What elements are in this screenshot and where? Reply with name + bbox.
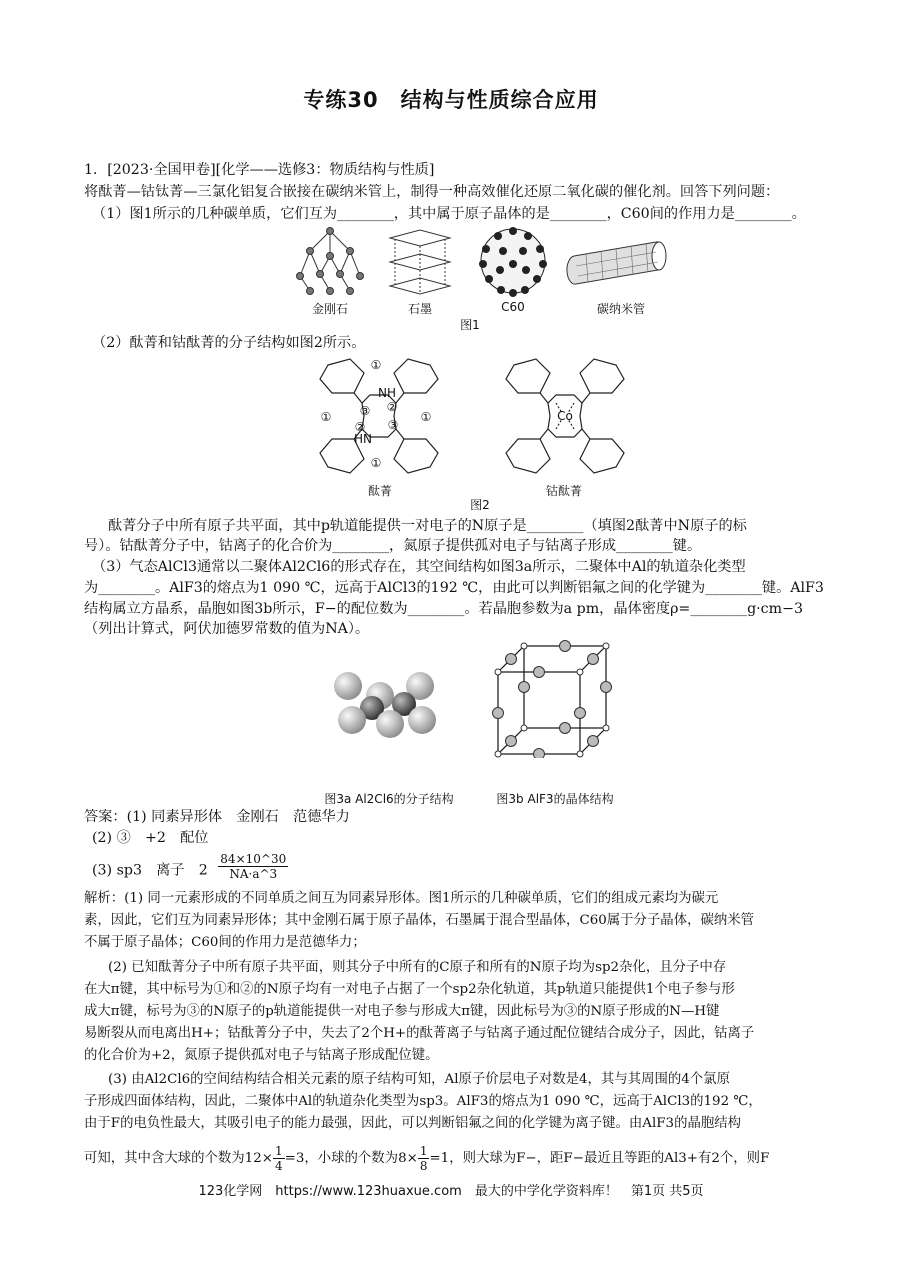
figure-2-label-phthalocyanine: 酞菁	[367, 484, 392, 498]
page-footer: 123化学网 https://www.123huaxue.com 最大的中学化学资料库！ 第1页 共5页	[198, 1184, 704, 1199]
marker-3-upper: ③	[359, 404, 371, 418]
figure-1-caption: 图1	[460, 318, 480, 332]
marker-2-right: ②	[386, 400, 398, 414]
part3-line4: （列出计算式，阿伏加德罗常数的值为NA）。	[84, 621, 370, 637]
marker-3-lower: ③	[387, 418, 399, 432]
answer-line3-text: (3) sp3 离子 2	[92, 862, 208, 879]
al2cl6-structure-image	[328, 664, 440, 742]
solution-p3-text-b: =3，小球的个数为8×	[284, 1151, 418, 1166]
alf3-unit-cell-image	[490, 640, 616, 758]
marker-1-bottom: ①	[370, 456, 382, 470]
question-part2: （2）酞菁和钴酞菁的分子结构如图2所示。	[92, 335, 366, 351]
diamond-structure-image	[290, 226, 370, 296]
question-part1: （1）图1所示的几种碳单质，它们互为________，其中属于原子晶体的是________，C60间的作用力是________。	[92, 206, 806, 222]
question-header: 1．[2023·全国甲卷][化学——选修3：物质结构与性质]	[84, 162, 435, 178]
figure-3a-caption: 图3a Al2Cl6的分子结构	[324, 792, 454, 806]
density-numerator: 84×10^30	[220, 852, 287, 866]
solution-p1-line3: 不属于原子晶体；C60间的作用力是范德华力；	[84, 935, 366, 950]
solution-p2-line3: 成大π键，标号为③的N原子的p轨道能提供一对电子参与形成大π键，因此标号为③的N原子形成的N—H键	[84, 1004, 720, 1019]
fraction-one-eighth-num: 1	[419, 1144, 428, 1158]
fraction-one-quarter-den: 4	[274, 1159, 283, 1173]
solution-p3-line3: 由于F的电负性最大，其吸引电子的能力最强，因此，可以判断铝氟之间的化学键为离子键。由AlF3的晶胞结构	[84, 1116, 742, 1131]
figure-1-label-diamond: 金刚石	[311, 302, 348, 316]
solution-p3-line1: (3) 由Al2Cl6的空间结构结合相关元素的原子结构可知，Al原子价层电子对数是4，其与其周围的4个氯原	[108, 1072, 730, 1087]
solution-p3-line2: 子形成四面体结构，因此，二聚体中Al的轨道杂化类型为sp3。AlF3的熔点为1 090 ℃，远高于AlCl3的192 ℃，	[84, 1094, 762, 1109]
cobalt-label: Co	[557, 409, 573, 423]
fraction-one-eighth	[418, 1144, 430, 1173]
solution-p3-text-c: =1，则大球为F−，距F−最近且等距的Al3+有2个，则F	[429, 1151, 770, 1166]
figure-1-label-nanotube: 碳纳米管	[596, 302, 645, 316]
figure-1-label-graphite: 石墨	[407, 302, 432, 316]
nh-label: NH	[378, 386, 396, 400]
nanotube-structure-image	[566, 236, 676, 288]
question-intro: 将酞菁—钴钛菁—三氯化铝复合嵌接在碳纳米管上，制得一种高效催化还原二氧化碳的催化剂。回答下列问题：	[84, 184, 780, 200]
hn-label: HN	[354, 432, 372, 446]
solution-p1-line2: 素，因此，它们互为同素异形体；其中金刚石属于原子晶体，石墨属于混合型晶体，C60属于分子晶体，碳纳米管	[84, 913, 755, 928]
marker-1-right: ①	[420, 410, 432, 424]
solution-p1-line1: 解析：(1) 同一元素形成的不同单质之间互为同素异形体。图1所示的几种碳单质，它们的组成元素均为碳元	[84, 891, 719, 906]
c60-structure-image	[476, 224, 550, 298]
solution-p2-line4: 易断裂从而电离出H+；钴酞菁分子中，失去了2个H+的酞菁离子与钴离子通过配位键结合成分子，因此，钴离子	[84, 1026, 755, 1041]
figure-3b-caption: 图3b AlF3的晶体结构	[496, 792, 614, 806]
density-denominator: NA·a^3	[229, 867, 278, 881]
figure-1-label-c60: C60	[501, 300, 525, 314]
answer-line1: 答案：(1) 同素异形体 金刚石 范德华力	[84, 809, 350, 825]
graphite-structure-image	[385, 226, 455, 298]
part2-line2: 号）。钴酞菁分子中，钴离子的化合价为________，氮原子提供孤对电子与钴离子形成________键。	[84, 538, 702, 554]
answer-line3	[92, 852, 862, 885]
part3-line1: （3）气态AlCl3通常以二聚体Al2Cl6的形式存在，其空间结构如图3a所示，二聚体中Al的轨道杂化类型	[92, 559, 746, 575]
page-title: 专练30 结构与性质综合应用	[303, 88, 599, 112]
marker-1-left: ①	[320, 410, 332, 424]
solution-p2-line2: 在大π键，其中标号为①和②的N原子均有一对电子占据了一个sp2杂化轨道，其p轨道只能提供1个电子参与形	[84, 982, 735, 997]
fraction-one-quarter-num: 1	[274, 1144, 283, 1158]
part3-line2: 为________。AlF3的熔点为1 090 ℃，远高于AlCl3的192 ℃，由此可以判断铝氟之间的化学键为________键。AlF3	[84, 580, 824, 596]
solution-p3-text-a: 可知，其中含大球的个数为12×	[84, 1151, 273, 1166]
figure-2-label-cobalt-phthalocyanine: 钴酞菁	[545, 484, 582, 498]
figure-2-caption: 图2	[470, 498, 490, 512]
density-fraction	[218, 852, 288, 881]
solution-p2-line1: (2) 已知酞菁分子中所有原子共平面，则其分子中所有的C原子和所有的N原子均为sp2杂化，且分子中存	[108, 960, 727, 975]
part3-line3: 结构属立方晶系，晶胞如图3b所示，F−的配位数为________。若晶胞参数为a pm，晶体密度ρ=________g·cm−3	[84, 601, 803, 617]
fraction-one-eighth-den: 8	[419, 1159, 428, 1173]
part2-line1: 酞菁分子中所有原子共平面，其中p轨道能提供一对电子的N原子是________（填图2酞菁中N原子的标	[108, 518, 747, 534]
marker-1-top: ①	[370, 358, 382, 372]
solution-p3-line4	[84, 1144, 854, 1173]
fraction-one-quarter	[273, 1144, 285, 1173]
answer-line2: (2) ③ +2 配位	[92, 830, 209, 846]
solution-p2-line5: 的化合价为+2，氮原子提供孤对电子与钴离子形成配位键。	[84, 1048, 439, 1063]
marker-2-left: ②	[354, 420, 366, 434]
